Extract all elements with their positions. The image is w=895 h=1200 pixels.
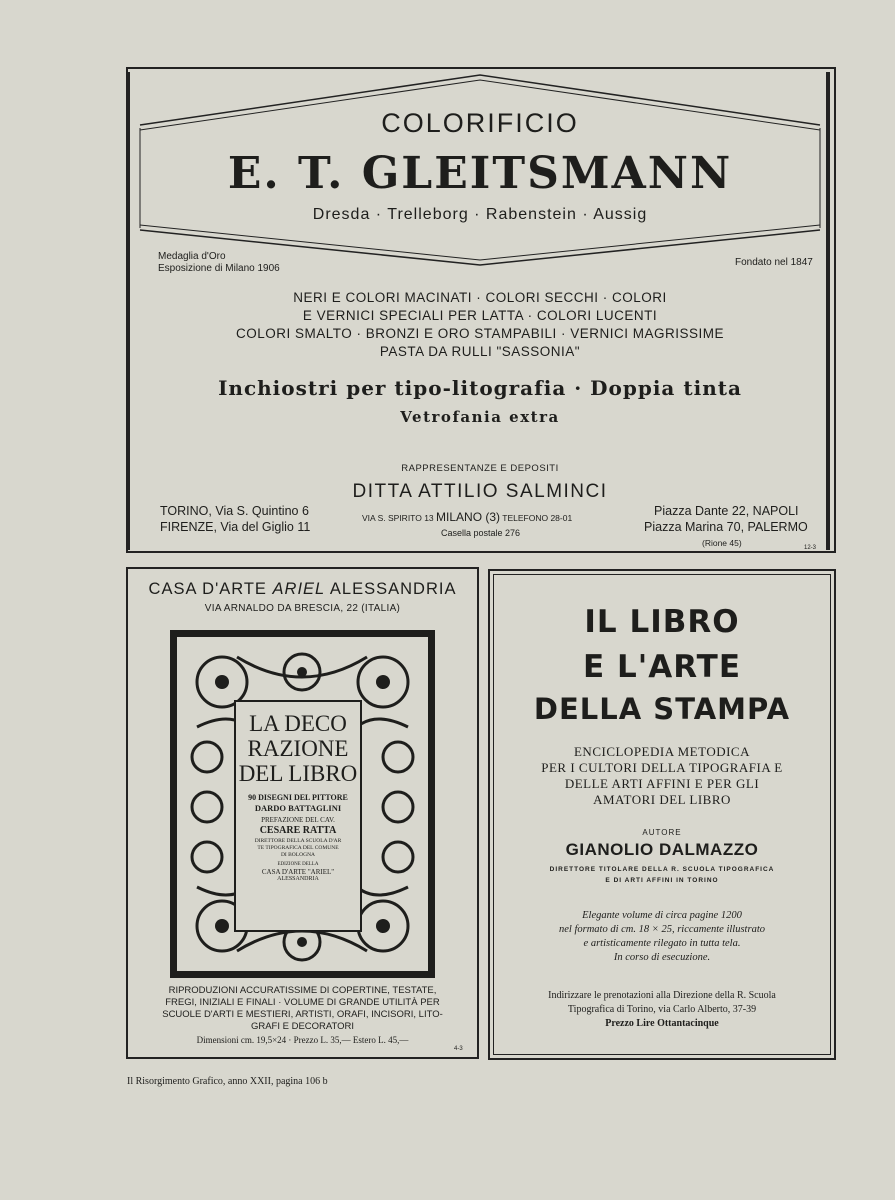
ariel-dimensions: Dimensioni cm. 19,5×24 · Prezzo L. 35,— Estero L. 45,— xyxy=(196,1035,409,1045)
colorificio-heading: COLORIFICIO xyxy=(381,108,579,138)
book-line-2: DARDO BATTAGLINI xyxy=(254,803,342,813)
book-line-1: 90 DISEGNI DEL PITTORE xyxy=(248,793,348,802)
book-line-4: CESARE RATTA xyxy=(259,825,337,836)
top-ad-ref-code: 12-3 xyxy=(804,545,817,551)
author-name: GIANOLIO DALMAZZO xyxy=(565,840,759,859)
page-footer: Il Risorgimento Grafico, anno XXII, pagina 106 b xyxy=(127,1076,328,1087)
ariel-title-city: ALESSANDRIA xyxy=(329,580,457,598)
libro-details-1: Elegante volume di circa pagine 1200 xyxy=(582,910,742,921)
book-line-7: DI BOLOGNA xyxy=(280,852,316,858)
libro-price: Prezzo Lire Ottantacinque xyxy=(605,1018,719,1029)
book-line-3: PREFAZIONE DEL CAV. xyxy=(261,816,335,824)
address-casella: Casella postale 276 xyxy=(441,528,521,538)
vetrofania-line: Vetrofania extra xyxy=(400,408,560,426)
libro-title-3: DELLA STAMPA xyxy=(533,692,791,726)
order-line-2: Tipografica di Torino, via Carlo Alberto, 37-39 xyxy=(567,1004,757,1015)
libro-title-1: IL LIBRO xyxy=(584,604,740,640)
company-name: E. T. GLEITSMANN xyxy=(227,148,733,199)
libro-inner-frame xyxy=(493,574,831,1055)
ariel-title-name: ARIEL xyxy=(272,580,326,598)
libro-details-3: e artisticamente rilegato in tutta tela. xyxy=(583,938,741,949)
libro-details-4: In corso di esecuzione. xyxy=(613,952,711,963)
author-role-1: DIRETTORE TITOLARE DELLA R. SCUOLA TIPOGRAFICA xyxy=(549,866,775,873)
product-line-1: NERI E COLORI MACINATI · COLORI SECCHI · COLORI xyxy=(293,290,667,305)
ariel-title xyxy=(128,580,477,599)
libro-subtitle-1: ENCICLOPEDIA METODICA xyxy=(573,744,750,759)
book-line-8: EDIZIONE DELLA xyxy=(277,862,319,867)
product-line-4: PASTA DA RULLI "SASSONIA" xyxy=(379,344,581,359)
ariel-title-prefix: CASA D'ARTE xyxy=(148,580,267,598)
libro-subtitle-4: AMATORI DEL LIBRO xyxy=(593,792,731,807)
representatives-label: RAPPRESENTANZE E DEPOSITI xyxy=(401,463,559,474)
ariel-description-3: SCUOLE D'ARTI E MESTIERI, ARTISTI, ORAFI, INCISORI, LITO- xyxy=(162,1009,443,1020)
address-napoli: Piazza Dante 22, NAPOLI xyxy=(654,504,799,518)
address-palermo: Piazza Marina 70, PALERMO xyxy=(644,520,808,534)
libro-subtitle-3: DELLE ARTI AFFINI E PER GLI xyxy=(564,776,760,791)
libro-details-2: nel formato di cm. 18 × 25, riccamente illustrato xyxy=(559,924,765,935)
medal-line-1: Medaglia d'Oro xyxy=(158,251,226,262)
representative-name: DITTA ATTILIO SALMINCI xyxy=(352,481,608,502)
address-firenze: FIRENZE, Via del Giglio 11 xyxy=(160,520,311,534)
company-cities: Dresda · Trelleborg · Rabenstein · Aussig xyxy=(312,206,648,223)
address-torino: TORINO, Via S. Quintino 6 xyxy=(160,504,309,518)
ariel-description-1: RIPRODUZIONI ACCURATISSIME DI COPERTINE, TESTATE, xyxy=(168,985,437,996)
libro-title-2: E L'ARTE xyxy=(582,649,741,685)
ariel-description-4: GRAFI E DECORATORI xyxy=(250,1021,355,1032)
book-title-3: DEL LIBRO xyxy=(238,761,358,786)
libro-subtitle-2: PER I CULTORI DELLA TIPOGRAFIA E xyxy=(541,760,783,775)
ariel-address: VIA ARNALDO DA BRESCIA, 22 (ITALIA) xyxy=(204,603,401,614)
author-label: AUTORE xyxy=(642,828,682,837)
founded-date: Fondato nel 1847 xyxy=(735,257,813,268)
milano-city: MILANO (3) xyxy=(436,510,501,524)
ariel-description-2: FREGI, INIZIALI E FINALI · VOLUME DI GRANDE UTILITÀ PER xyxy=(165,997,440,1008)
address-milano xyxy=(362,510,572,524)
book-line-6: TE TIPOGRAFICA DEL COMUNE xyxy=(257,845,339,851)
product-line-2: E VERNICI SPECIALI PER LATTA · COLORI LUCENTI xyxy=(302,308,658,323)
inks-headline: Inchiostri per tipo-litografia · Doppia tinta xyxy=(218,376,742,400)
left-ad-ref-code: 4-3 xyxy=(454,1046,463,1052)
book-title-2: RAZIONE xyxy=(247,736,349,761)
product-line-3: COLORI SMALTO · BRONZI E ORO STAMPABILI · VERNICI MAGRISSIME xyxy=(235,326,725,341)
milano-street: VIA S. SPIRITO 13 xyxy=(362,513,434,523)
medal-line-2: Esposizione di Milano 1906 xyxy=(158,263,280,274)
order-line-1: Indirizzare le prenotazioni alla Direzione della R. Scuola xyxy=(548,990,776,1001)
book-line-9: CASA D'ARTE "ARIEL" xyxy=(261,868,335,876)
book-title-1: LA DECO xyxy=(249,711,347,736)
author-role-2: E DI ARTI AFFINI IN TORINO xyxy=(605,877,719,884)
address-rione: (Rione 45) xyxy=(702,538,742,548)
milano-phone: TELEFONO 28-01 xyxy=(502,513,573,523)
book-line-10: ALESSANDRIA xyxy=(277,876,319,882)
book-line-5: DIRETTORE DELLA SCUOLA D'AR xyxy=(254,838,342,844)
